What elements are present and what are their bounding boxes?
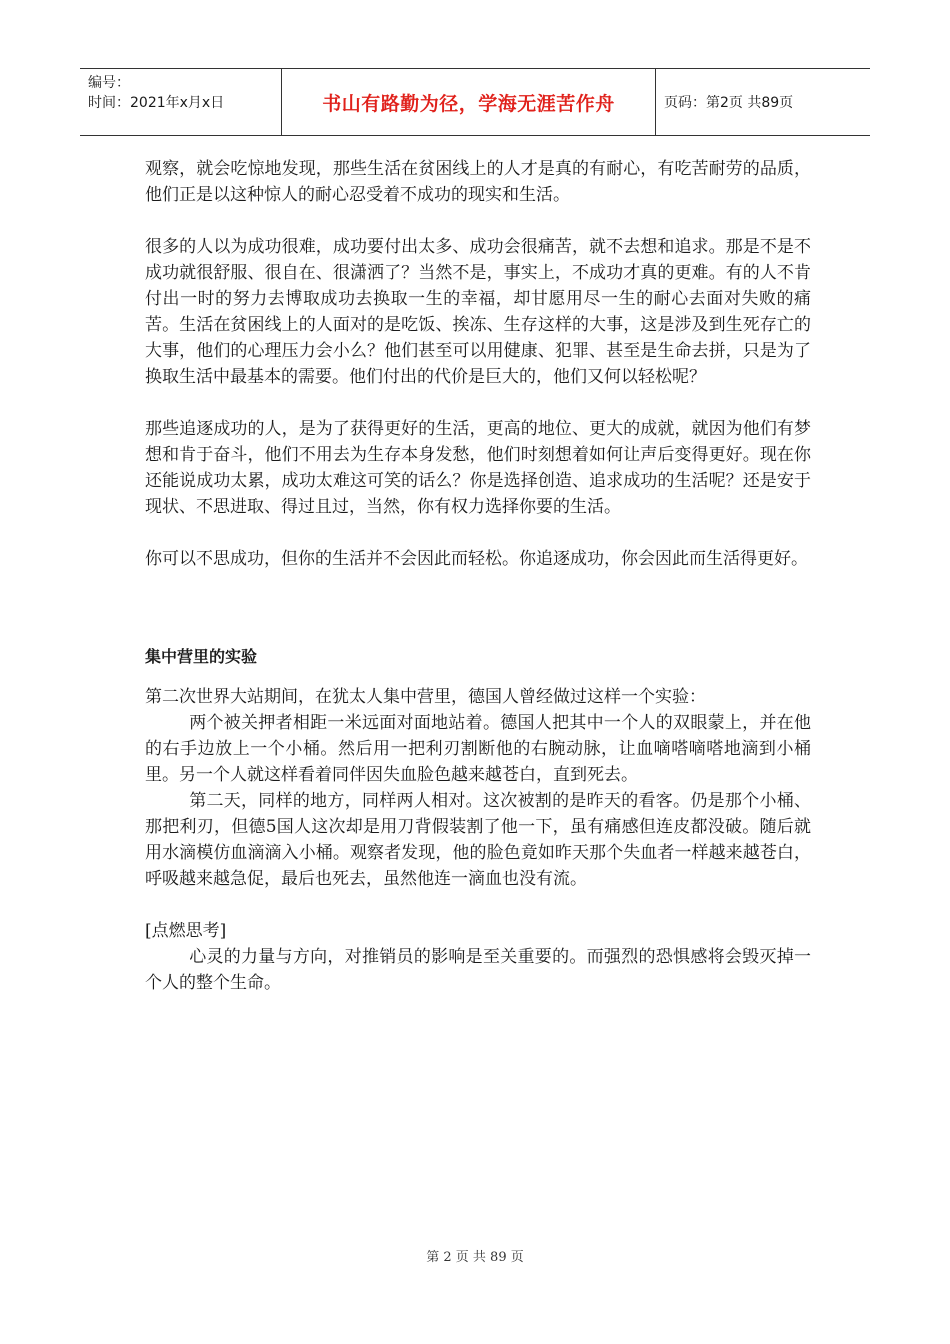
- header-date-label: 时间：2021年x月x日: [88, 95, 225, 111]
- header-code-label: 编号：: [88, 75, 130, 91]
- paragraph-9: 心灵的力量与方向，对推销员的影响是至关重要的。而强烈的恐惧感将会毁灭掉一个人的整个生命。: [145, 947, 811, 993]
- page-header: [80, 68, 870, 136]
- paragraph-2: 很多的人以为成功很难，成功要付出太多、成功会很痛苦，就不去想和追求。那是不是不成功就很舒服、很自在、很潇洒了？当然不是，事实上，不成功才真的更难。有的人不肯付出一时的努力去博取成功去换取一生的幸福，却甘愿用尽一生的耐心去面对失败的痛苦。生活在贫困线上的人面对的是吃饭、挨冻、生存这样的大事，这是涉及到生死存亡的大事，他们的心理压力会小么？他们甚至可以用健康、犯罪、甚至是生命去拼，只是为了换取生活中最基本的需要。他们付出的代价是巨大的，他们又何以轻松呢？: [145, 237, 811, 387]
- paragraph-3: 那些追逐成功的人，是为了获得更好的生活，更高的地位、更大的成就，就因为他们有梦想和肯于奋斗，他们不用去为生存本身发愁，他们时刻想着如何让声后变得更好。现在你还能说成功太累，成功太难这可笑的话么？你是选择创造、追求成功的生活呢？还是安于现状、不思进取、得过且过，当然，你有权力选择你要的生活。: [145, 419, 811, 517]
- paragraph-6: 两个被关押者相距一米远面对面地站着。德国人把其中一个人的双眼蒙上，并在他的右手边放上一个小桶。然后用一把利刃割断他的右腕动脉，让血嘀嗒嘀嗒地滴到小桶里。另一个人就这样看着同伴因失血脸色越来越苍白，直到死去。: [145, 713, 811, 785]
- page-footer: 第 2 页 共 89 页: [426, 1250, 524, 1265]
- header-meta: [80, 69, 282, 135]
- paragraph-1: 观察，就会吃惊地发现，那些生活在贫困线上的人才是真的有耐心，有吃苦耐劳的品质，他们正是以这种惊人的耐心忍受着不成功的现实和生活。: [145, 159, 811, 205]
- reflection-label: [点燃思考]: [145, 921, 227, 941]
- paragraph-7: 第二天，同样的地方，同样两人相对。这次被割的是昨天的看客。仍是那个小桶、那把利刃，但德5国人这次却是用刀背假装割了他一下，虽有痛感但连皮都没破。随后就用水滴模仿血滴滴入小桶。观察者发现，他的脸色竟如昨天那个失血者一样越来越苍白，呼吸越来越急促，最后也死去，虽然他连一滴血也没有流。: [145, 791, 811, 889]
- header-motto: 书山有路勤为径，学海无涯苦作舟: [282, 69, 656, 135]
- section-title: 集中营里的实验: [145, 647, 258, 666]
- paragraph-4: 你可以不思成功，但你的生活并不会因此而轻松。你追逐成功，你会因此而生活得更好。: [145, 549, 808, 569]
- header-page-label: 页码：第2页 共89页: [664, 95, 794, 111]
- paragraph-5: 第二次世界大站期间，在犹太人集中营里，德国人曾经做过这样一个实验：: [145, 687, 706, 707]
- document-body: [145, 156, 811, 996]
